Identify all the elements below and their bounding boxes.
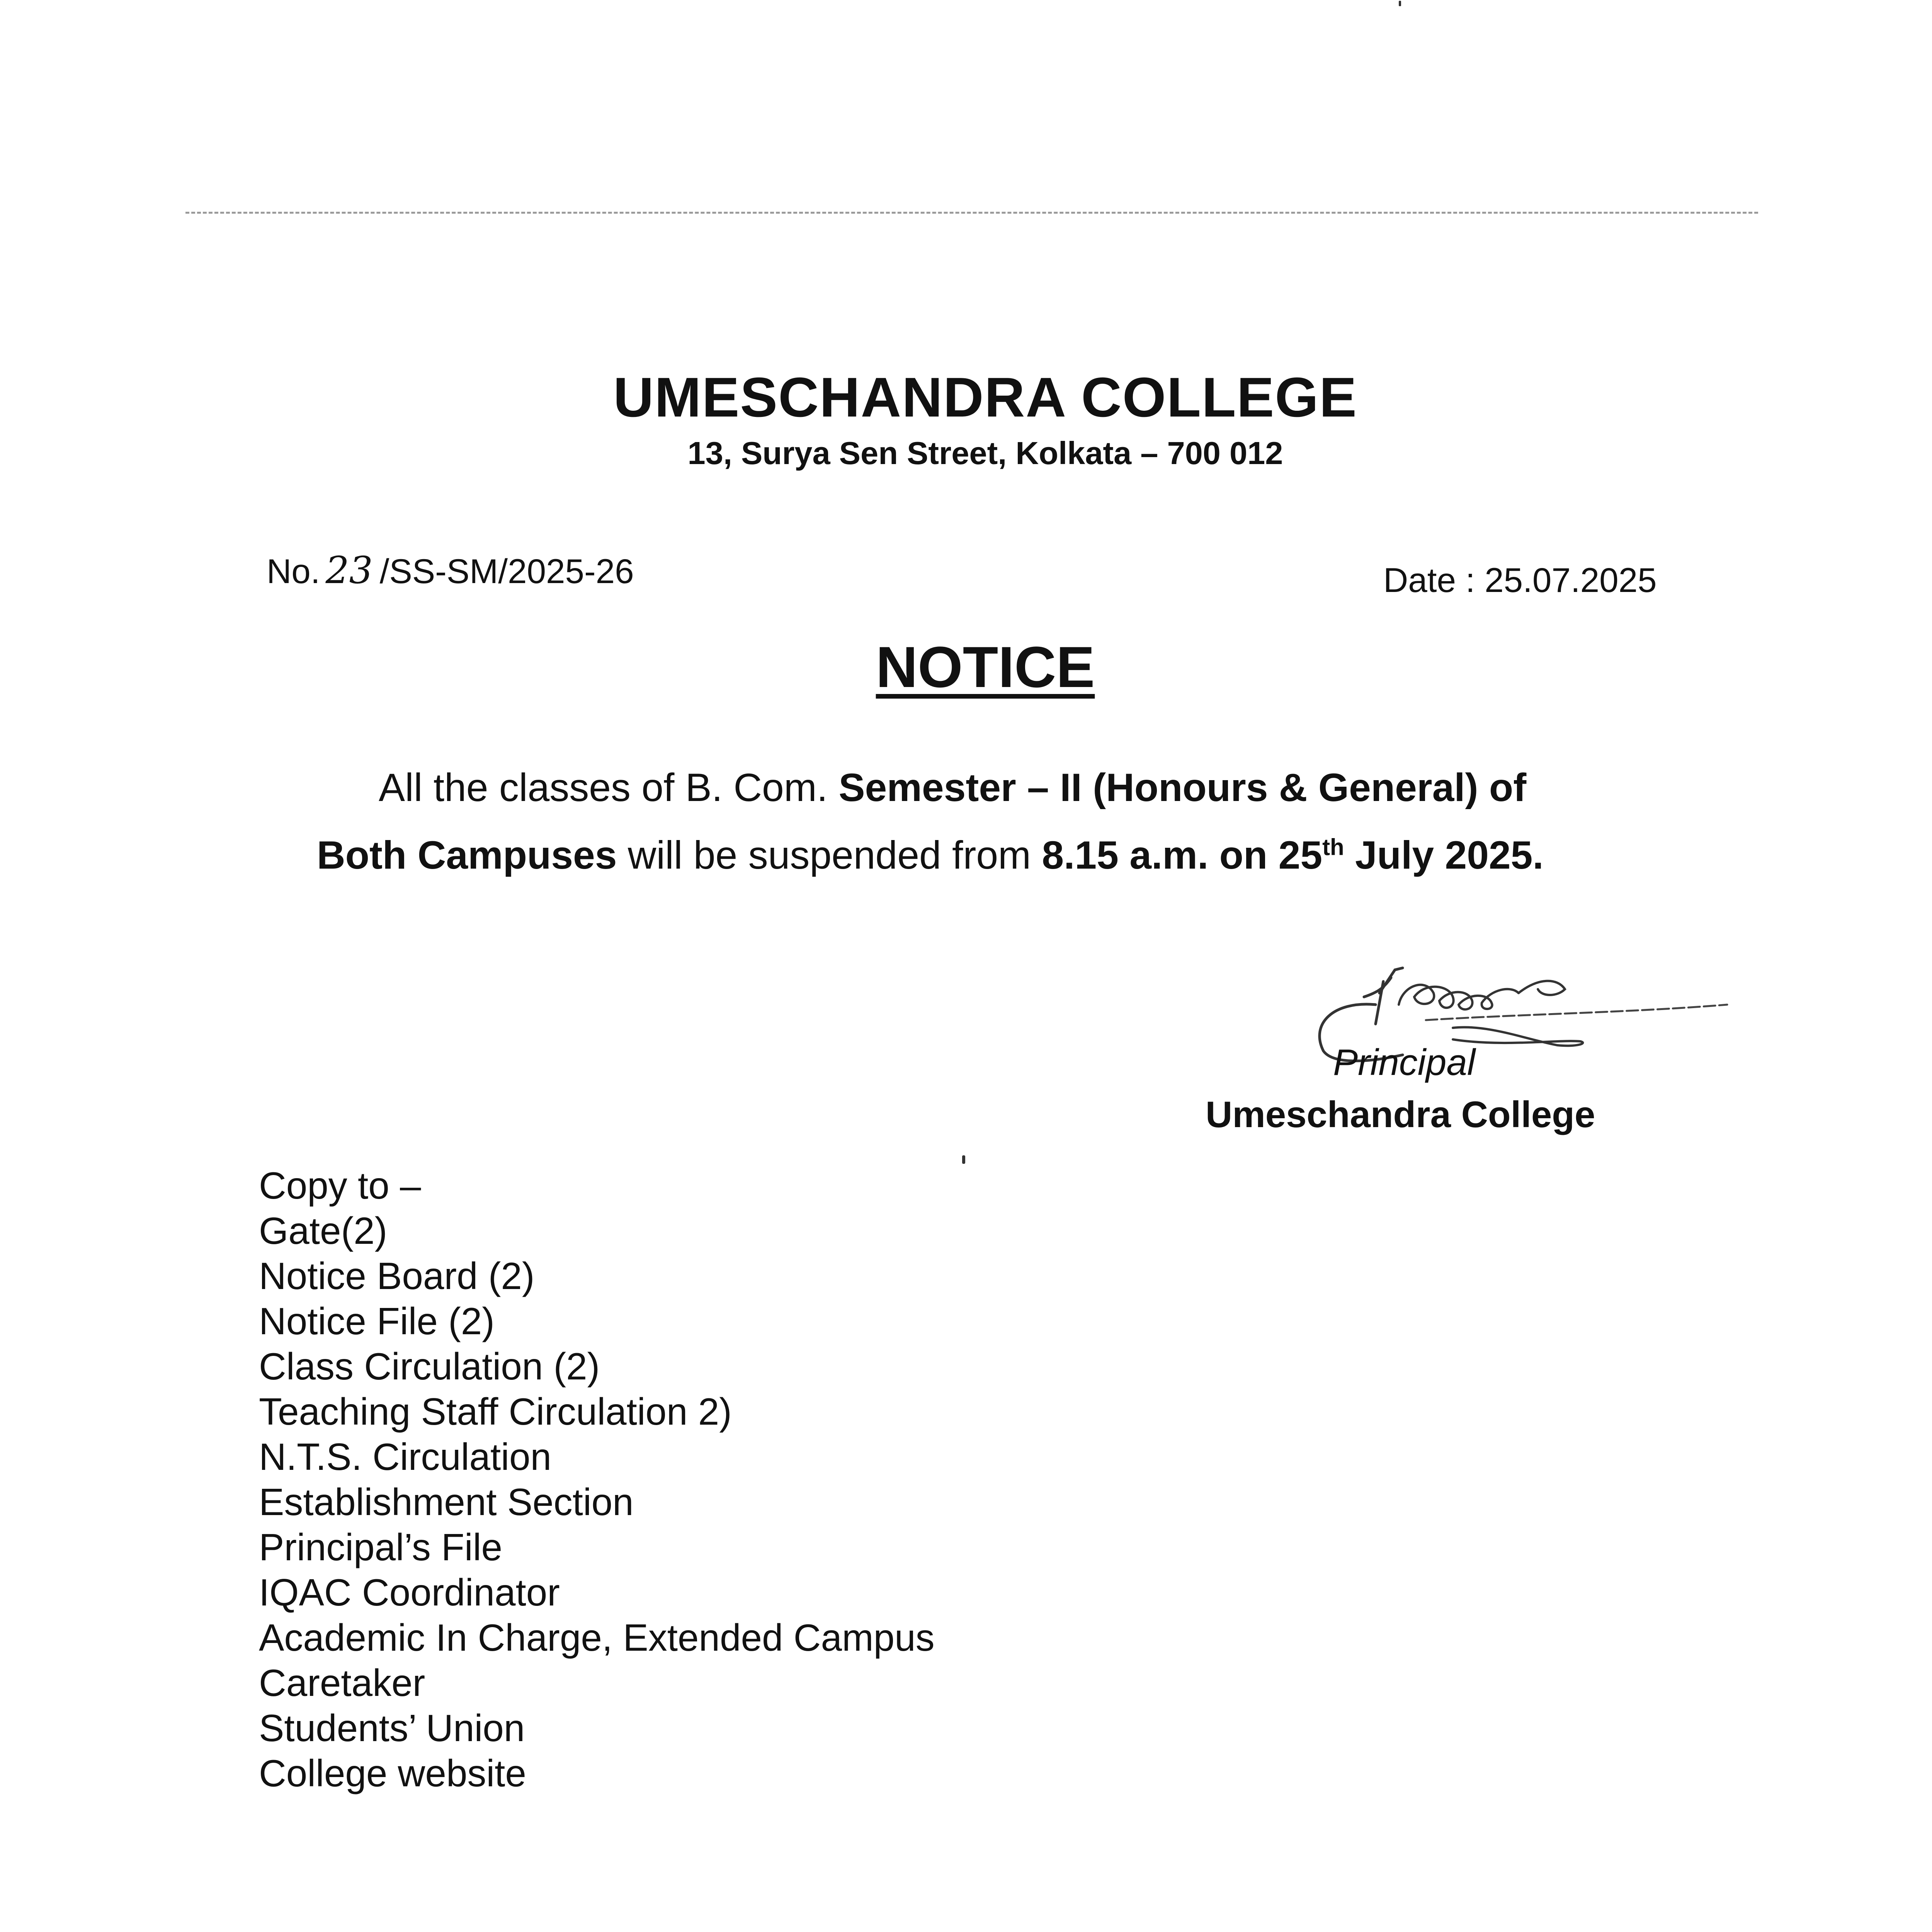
copy-to-item: Principal’s File <box>259 1526 502 1568</box>
reference-number <box>267 549 634 592</box>
body-bold-time: 8.15 a.m. on 25 <box>1042 833 1323 877</box>
body-text: will be suspended from <box>617 833 1042 877</box>
copy-to-item: Notice File (2) <box>259 1300 495 1342</box>
signatory-college: Umeschandra College <box>1206 1094 1595 1135</box>
ordinal-superscript: th <box>1322 834 1344 860</box>
copy-to-item: Notice Board (2) <box>259 1255 535 1297</box>
copy-to-item: Establishment Section <box>259 1481 634 1523</box>
scan-speck <box>1399 1 1401 6</box>
body-bold-date: July 2025. <box>1344 833 1544 877</box>
body-text: All the classes of B. Com. <box>379 765 839 810</box>
college-address: 13, Surya Sen Street, Kolkata – 700 012 <box>687 435 1283 471</box>
copy-to-list <box>259 1163 935 1796</box>
reference-handwritten-number: 23 <box>325 549 373 592</box>
copy-to-item: N.T.S. Circulation <box>259 1435 552 1478</box>
copy-to-item: Academic In Charge, Extended Campus <box>259 1616 935 1659</box>
copy-to-item: Class Circulation (2) <box>259 1345 600 1388</box>
copy-to-item: Students’ Union <box>259 1707 525 1749</box>
reference-prefix: No. <box>267 552 320 590</box>
reference-suffix: /SS-SM/2025-26 <box>379 552 634 590</box>
copy-to-item: Teaching Staff Circulation 2) <box>259 1390 732 1433</box>
copy-to-heading: Copy to – <box>259 1164 421 1207</box>
top-dashed-rule <box>185 212 1758 214</box>
scan-speck <box>962 1155 965 1164</box>
copy-to-item: IQAC Coordinator <box>259 1571 560 1614</box>
notice-date: Date : 25.07.2025 <box>1383 561 1657 599</box>
body-bold-text: Semester – II (Honours & General) of <box>838 765 1527 810</box>
notice-body-line-2 <box>317 833 1544 878</box>
body-bold-text: Both Campuses <box>317 833 617 877</box>
copy-to-item: Gate(2) <box>259 1209 388 1252</box>
college-name: UMESCHANDRA COLLEGE <box>613 366 1357 429</box>
copy-to-item: Caretaker <box>259 1662 425 1704</box>
notice-heading: NOTICE <box>876 634 1095 699</box>
signatory-title: Principal <box>1333 1042 1476 1083</box>
notice-body-line-1 <box>379 765 1526 810</box>
copy-to-item: College website <box>259 1752 526 1794</box>
